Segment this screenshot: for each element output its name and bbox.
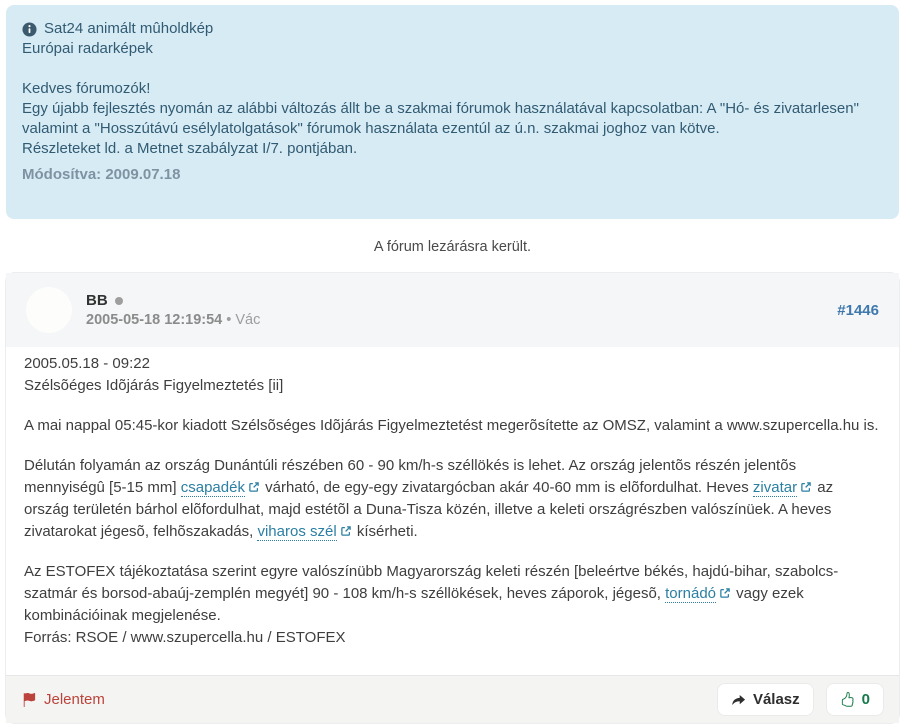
reply-label: Válasz (752, 691, 800, 708)
satellite-link-label: Sat24 animált mûholdkép (44, 20, 214, 37)
author-block (86, 292, 837, 328)
status-dot-icon (115, 297, 123, 305)
footer-actions (718, 684, 883, 715)
info-body-text: Egy újabb fejlesztés nyomán az alábbi változás állt be a szakmai fórumok használatával kapcsolatban: A "Hó- és zivatarlesen" valamint a "Hosszútávú esélylatolgatások" fórumok használata ezentúl az ú.n. szakmai joghoz van kötve. (22, 100, 859, 137)
post-body (6, 347, 899, 675)
info-box (6, 5, 899, 219)
like-button[interactable] (827, 684, 883, 715)
report-label: Jelentem (44, 691, 105, 708)
like-count: 0 (861, 691, 870, 708)
thumbs-up-icon (840, 692, 855, 707)
reply-arrow-icon (731, 692, 746, 707)
satellite-link[interactable] (22, 19, 883, 39)
post-number-link[interactable]: #1446 (837, 301, 879, 319)
flag-icon (22, 693, 36, 707)
forum-page (0, 5, 905, 708)
avatar (26, 287, 72, 333)
post-header (6, 273, 899, 347)
post-meta (86, 312, 837, 328)
post-paragraph: Az ESTOFEX tájékoztatása szerint egyre valószínübb Magyarország keleti részén [beleértve békés, hajdú-bihar, szabolcs-szatmár és borsod-abaúj-zemplén megyét] 90 - 108 km/h-s széllökések, heves záporok, jégesõ, tornádó vagy ezek kombinációinak megjelenése. Forrás: RSOE / www.szupercella.hu / ESTOFEX (24, 563, 839, 646)
info-greeting: Kedves fórumozók! (22, 80, 151, 97)
forum-closed-notice: A fórum lezárásra került. (373, 239, 532, 255)
external-link-icon (248, 481, 260, 493)
modified-date: Módosítva: 2009.07.18 (22, 166, 181, 183)
post-link[interactable]: viharos szél (257, 523, 337, 540)
post-footer (6, 675, 899, 723)
info-details-text: Részleteket ld. a Metnet szabályzat I/7. pontjában. (22, 140, 358, 157)
info-icon (22, 22, 37, 37)
post-paragraph: 2005.05.18 - 09:22 Szélsõéges Idõjárás Figyelmeztetés [ii] (24, 355, 284, 394)
post-link[interactable]: csapadék (180, 479, 245, 496)
author-line (86, 292, 837, 309)
author-name[interactable]: BB (86, 292, 108, 309)
report-link[interactable] (22, 691, 105, 708)
meta-separator: • (226, 312, 232, 328)
external-link-icon (340, 525, 352, 537)
post-link[interactable]: zivatar (752, 479, 798, 496)
post-link[interactable]: tornádó (665, 585, 717, 602)
reply-button[interactable] (718, 684, 813, 715)
author-location: Vác (235, 312, 261, 328)
external-link-icon (719, 587, 731, 599)
external-link-icon (800, 481, 812, 493)
radar-link-label: Európai radarképek (22, 40, 153, 57)
post-paragraph: Délután folyamán az ország Dunántúli részében 60 - 90 km/h-s széllökés is lehet. Az ország jelentõs részén jelentõs mennyiségû [5-15 mm] csapadék várható, de egy-egy zivatargócban akár 40-60 mm is elõfordulhat. Heves zivatar az ország területén bárhol elõfordulhat, majd estétõl a Duna-Tisza közén, illetve a keleti országrészben valószínüek. A heves zivatarokat jégesõ, felhõszakadás, viharos szél kísérheti. (24, 457, 834, 540)
post-card (5, 272, 900, 724)
post-timestamp: 2005-05-18 12:19:54 (86, 312, 223, 328)
post-paragraph: A mai nappal 05:45-kor kiadott Szélsõséges Idõjárás Figyelmeztetést megerõsítette az OMSZ, valamint a www.szupercella.hu is. (24, 417, 879, 434)
radar-link[interactable] (22, 39, 883, 59)
spacer (22, 59, 883, 79)
